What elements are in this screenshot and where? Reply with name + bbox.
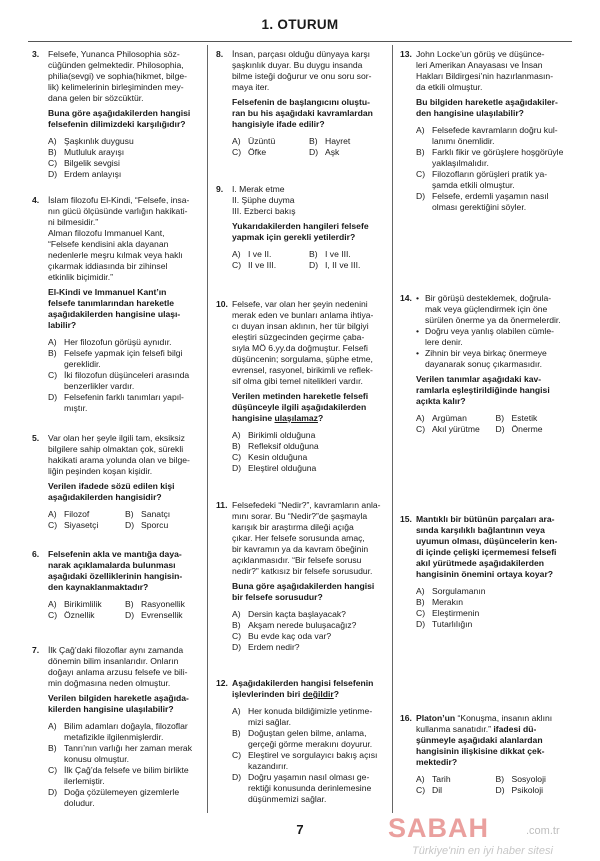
option-a[interactable] <box>416 774 496 785</box>
option-letter: C) <box>232 147 242 157</box>
option-letter: C) <box>416 608 426 618</box>
option-b[interactable] <box>496 774 576 785</box>
question-prompt: El-Kindi ve Immanuel Kant’ın felsefe tanımlarından hareketle aşağıdakilerden hangisine ulaşı- labilir? <box>48 287 181 330</box>
page-number: 7 <box>296 822 304 837</box>
option-a[interactable] <box>48 509 125 520</box>
option-b[interactable] <box>309 136 386 147</box>
option-text: Estetik <box>511 413 538 423</box>
question-stem: İslam filozofu El-Kindi, “Felsefe, insa- nın gücü ölçüsünde varlığın hakikati- ni bilmesidir.” Alman filozofu Immanuel Kant, “Felsefe kendisini akla dayanan nedenlerle meşru kılmak veya haklı çıkarmak iddiasında bir zihinsel etkinlik biçimidir.” <box>48 195 190 282</box>
prompt-text: Aşağıdakilerden hangisi felsefenin işlevlerinden biri <box>232 678 374 699</box>
option-letter: A) <box>416 774 425 784</box>
quote-text: “Konuşma, insanın aklını kullanma sanatıdır.” <box>416 713 553 734</box>
option-text: Her konuda bildiğimizle yetinme- mizi sağlar. <box>248 706 373 727</box>
option-letter: D) <box>232 772 242 782</box>
option-letter: C) <box>416 169 426 179</box>
option-a[interactable] <box>232 706 386 728</box>
option-d[interactable] <box>125 520 202 531</box>
question-7 <box>32 645 202 809</box>
option-text: Her filozofun görüşü aynıdır. <box>64 337 172 347</box>
question-stem: Felsefe, Yunanca Philosophia söz- cüğünden gelmektedir. Philosophia, philia(sevgi) ve sophia(hikmet, bilge- lik) kelimelerinin birleşiminden mey- dana gelen bir sözcüktür. <box>48 49 187 103</box>
question-prompt: Buna göre aşağıdakilerden hangisi bir felsefe sorusudur? <box>232 581 375 602</box>
option-letter: C) <box>416 424 426 434</box>
option-letter: A) <box>416 413 425 423</box>
option-a[interactable] <box>48 599 125 610</box>
option-text: İki filozofun düşünceleri arasında benzerlikler vardır. <box>64 370 190 391</box>
option-letter: D) <box>48 787 58 797</box>
option-letter: A) <box>48 599 57 609</box>
option-text: Erdem anlayışı <box>64 169 122 179</box>
option-b[interactable] <box>309 249 386 260</box>
option-d[interactable] <box>309 147 386 158</box>
option-text: Felsefede kavramların doğru kul- lanımı önemlidir. <box>432 125 558 146</box>
question-stem: Var olan her şeyle ilgili tam, eksiksiz bilgilere sahip olmaktan çok, sürekli hakikati arama yolunda olan ve bilge- liğin peşinden koşan kişidir. <box>48 433 190 476</box>
question-number: 14. <box>400 293 412 303</box>
option-d[interactable] <box>496 424 576 435</box>
option-text: Tanrı’nın varlığı her zaman merak konusu olmuştur. <box>64 743 193 764</box>
prompt-text: Verilen metinden hareketle felsefi düşünceyle ilgili aşağıdakilerden hangisine <box>232 391 369 423</box>
option-letter: B) <box>125 599 134 609</box>
option-text: Doğa çözülemeyen gizemlerle doludur. <box>64 787 180 808</box>
option-letter: B) <box>232 441 241 451</box>
option-c[interactable] <box>232 260 309 271</box>
option-letter: A) <box>232 706 241 716</box>
option-letter: A) <box>416 586 425 596</box>
question-number: 10. <box>216 299 228 309</box>
question-number: 7. <box>32 645 40 655</box>
option-c[interactable] <box>416 424 496 435</box>
option-letter: B) <box>309 136 318 146</box>
option-letter: B) <box>232 728 241 738</box>
option-list <box>416 125 575 213</box>
option-text: Sanatçı <box>141 509 171 519</box>
watermark-logo: SABAH <box>388 813 490 843</box>
question-prompt: Felsefenin akla ve mantığa daya- narak açıklamalarda bulunması aşağıdaki özelliklerinin hangisin- den kaynaklanmaktadır? <box>48 549 183 592</box>
option-c[interactable] <box>48 610 125 621</box>
option-list <box>232 249 386 271</box>
question-number: 6. <box>32 549 40 559</box>
question-15 <box>400 514 575 630</box>
option-a[interactable] <box>416 586 575 597</box>
option-letter: B) <box>48 147 57 157</box>
option-text: Psikoloji <box>511 785 544 795</box>
option-text: Filozofların görüşleri pratik ya- şamda etkili olmuştur. <box>432 169 548 190</box>
option-d[interactable] <box>416 619 575 630</box>
column-divider-2 <box>392 45 393 813</box>
option-text: I ve II. <box>248 249 272 259</box>
option-list <box>416 586 575 630</box>
option-text: Tarih <box>432 774 451 784</box>
question-prompt <box>232 391 386 424</box>
option-list <box>232 430 386 474</box>
question-prompt: Buna göre aşağıdakilerden hangisi felsefenin dilimizdeki karşılığıdır? <box>48 108 191 129</box>
option-b[interactable] <box>416 147 575 169</box>
option-letter: B) <box>495 413 505 423</box>
option-text: Eleştirel ve sorgulayıcı bakış açısı kazandırır. <box>248 750 378 771</box>
option-text: Mutluluk arayışı <box>64 147 125 157</box>
option-letter: B) <box>48 743 57 753</box>
option-text: Kesin olduğuna <box>248 452 308 462</box>
option-d[interactable] <box>496 785 576 796</box>
question-prompt: Mantıklı bir bütünün parçaları ara- sında karşılıklı bağlantının veya uyumun olması, düşüncelerin ken- di içinde çelişki içermemesi felsefi akıl yürütmede aşağıdakilerden hangisinin önemini ortaya koyar? <box>416 514 558 579</box>
option-text: Argüman <box>432 413 467 423</box>
definition-item <box>416 348 575 370</box>
option-letter: C) <box>48 765 58 775</box>
option-list <box>48 721 202 809</box>
question-prompt: Verilen tanımlar aşağıdaki kav- ramlarla eşleştirildiğinde hangisi açıkta kalır? <box>416 374 550 406</box>
option-a[interactable] <box>416 413 496 424</box>
page-title: 1. OTURUM <box>261 17 339 32</box>
option-letter: B) <box>416 147 425 157</box>
option-text: Bilim adamları doğayla, filozoflar metafizikle ilgilenmişlerdir. <box>64 721 188 742</box>
option-text: Hayret <box>325 136 351 146</box>
option-b[interactable] <box>48 743 202 765</box>
option-a[interactable] <box>48 337 202 348</box>
bullet-icon: • <box>416 293 420 303</box>
option-a[interactable] <box>48 721 202 743</box>
option-b[interactable] <box>125 509 202 520</box>
option-letter: D) <box>416 619 426 629</box>
question-number: 16. <box>400 713 412 723</box>
question-prompt: Yukarıdakilerden hangileri felsefe yapmak için gerekli yetilerdir? <box>232 221 369 242</box>
option-list <box>416 413 575 435</box>
question-6 <box>32 549 202 621</box>
option-text: Üzüntü <box>248 136 276 146</box>
question-number: 15. <box>400 514 412 524</box>
option-letter: C) <box>48 610 58 620</box>
option-letter: B) <box>125 509 134 519</box>
question-16 <box>400 713 575 796</box>
question-12 <box>216 678 386 805</box>
option-b[interactable] <box>416 597 575 608</box>
option-text: Sporcu <box>141 520 169 530</box>
definition-item <box>416 293 575 326</box>
question-13 <box>400 49 575 213</box>
option-b[interactable] <box>125 599 202 610</box>
option-d[interactable] <box>232 463 386 474</box>
option-d[interactable] <box>48 169 202 180</box>
option-c[interactable] <box>416 785 496 796</box>
option-text: Filozof <box>64 509 90 519</box>
option-text: Akıl yürütme <box>432 424 480 434</box>
question-11 <box>216 500 386 653</box>
option-text: Bu evde kaç oda var? <box>248 631 332 641</box>
option-b[interactable] <box>496 413 576 424</box>
option-letter: A) <box>48 136 57 146</box>
watermark-tagline: Türkiye'nin en iyi haber sitesi <box>412 845 553 857</box>
option-c[interactable] <box>232 147 309 158</box>
option-letter: B) <box>309 249 318 259</box>
definition-text: Bir görüşü desteklemek, doğrula- mak veya güçlendirmek için öne sürülen önerme ya da önermelerdir. <box>425 293 561 325</box>
option-c[interactable] <box>48 370 202 392</box>
option-letter: D) <box>48 169 58 179</box>
question-stem <box>416 713 575 768</box>
option-c[interactable] <box>232 750 386 772</box>
option-letter: D) <box>416 191 426 201</box>
option-a[interactable] <box>232 609 386 620</box>
option-letter: B) <box>495 774 505 784</box>
option-a[interactable] <box>48 136 202 147</box>
option-text: Birikimlilik <box>64 599 102 609</box>
option-letter: A) <box>232 249 241 259</box>
option-letter: B) <box>48 348 57 358</box>
option-letter: C) <box>416 785 426 795</box>
option-letter: D) <box>309 260 319 270</box>
question-prompt: Felsefenin de başlangıcını oluştu- ran bu his aşağıdaki kavramlardan hangisiyle ifade edilir? <box>232 97 373 129</box>
option-text: Öfke <box>248 147 267 157</box>
option-letter: A) <box>48 509 57 519</box>
option-d[interactable] <box>48 787 202 809</box>
option-text: Şaşkınlık duygusu <box>64 136 134 146</box>
option-c[interactable] <box>48 765 202 787</box>
option-list <box>48 337 202 414</box>
premise-list: I. Merak etme II. Şüphe duyma III. Ezberci bakış <box>232 184 296 216</box>
option-text: Tutarlılığın <box>432 619 473 629</box>
option-d[interactable] <box>309 260 386 271</box>
option-text: Eleştirmenin <box>432 608 480 618</box>
option-c[interactable] <box>48 158 202 169</box>
question-9 <box>216 184 386 271</box>
header-divider <box>28 41 572 42</box>
option-letter: D) <box>309 147 319 157</box>
option-letter: B) <box>232 620 241 630</box>
option-list <box>48 509 202 531</box>
option-text: Dersin kaçta başlayacak? <box>248 609 346 619</box>
option-text: Refleksif olduğuna <box>248 441 319 451</box>
question-4 <box>32 195 202 414</box>
option-letter: A) <box>232 136 241 146</box>
option-b[interactable] <box>48 147 202 158</box>
question-3 <box>32 49 202 180</box>
bullet-icon: • <box>416 348 420 358</box>
prompt-end: ? <box>333 689 339 699</box>
option-list <box>232 136 386 158</box>
question-number: 11. <box>216 500 228 510</box>
option-text: Eleştirel olduğuna <box>248 463 317 473</box>
option-b[interactable] <box>232 620 386 631</box>
question-prompt: Verilen bilgiden hareketle aşağıda- kilerden hangisine ulaşılabilir? <box>48 693 189 714</box>
question-prompt: ifadesi dü- şünmeyle aşağıdaki alanlardan hangisinin ilişkisine dikkat çek- mektedir? <box>416 724 545 767</box>
option-c[interactable] <box>232 631 386 642</box>
option-text: II ve III. <box>248 260 277 270</box>
question-stem: Felsefe, var olan her şeyin nedenini merak eden ve bunları anlama ihtiya- cı duyan insan aklının, her tür bilgiyi eleştiri süzgecinden geçirme çaba- sıyla MÖ 6.yy.da doğmuştur. Felsefi düşüncenin; sorgulama, şüphe etme, evrensel, rasyonel, birikimli ve reflek- sif olma gibi temel nitelikleri vardır. <box>232 299 374 386</box>
option-a[interactable] <box>232 136 309 147</box>
option-text: Sorgulamanın <box>432 586 486 596</box>
option-text: Bilgelik sevgisi <box>64 158 120 168</box>
question-14 <box>400 293 575 435</box>
definition-item <box>416 326 575 348</box>
option-text: Felsefe, erdemli yaşamın nasıl olması gerektiğini söyler. <box>432 191 549 212</box>
option-letter: C) <box>232 750 242 760</box>
option-letter: A) <box>416 125 425 135</box>
option-d[interactable] <box>125 610 202 621</box>
option-letter: C) <box>48 520 58 530</box>
option-a[interactable] <box>232 430 386 441</box>
question-number: 9. <box>216 184 224 194</box>
prompt-negation: ulaşılamaz <box>274 413 318 423</box>
option-letter: D) <box>232 463 242 473</box>
option-text: Öznellik <box>64 610 95 620</box>
option-letter: A) <box>232 609 241 619</box>
option-letter: C) <box>232 631 242 641</box>
option-text: Sosyoloji <box>511 774 546 784</box>
option-d[interactable] <box>232 772 386 805</box>
question-prompt <box>232 678 386 700</box>
option-d[interactable] <box>48 392 202 414</box>
option-list <box>48 599 202 621</box>
option-c[interactable] <box>416 169 575 191</box>
option-letter: D) <box>495 424 505 434</box>
column-divider-1 <box>207 45 208 813</box>
question-stem: John Locke’un görüş ve düşünce- leri Amerikan Anayasası ve İnsan Hakları Bildirgesi’nin hazırlanmasın- da etkili olmuştur. <box>416 49 554 92</box>
option-b[interactable] <box>232 441 386 452</box>
option-list <box>232 706 386 805</box>
option-text: I ve III. <box>325 249 351 259</box>
option-letter: D) <box>232 642 242 652</box>
option-letter: A) <box>48 337 57 347</box>
bullet-icon: • <box>416 326 420 336</box>
option-letter: D) <box>125 520 135 530</box>
option-letter: C) <box>232 260 242 270</box>
option-b[interactable] <box>48 348 202 370</box>
option-c[interactable] <box>48 520 125 531</box>
question-prompt: Bu bilgiden hareketle aşağıdakiler- den hangisine ulaşılabilir? <box>416 97 558 118</box>
option-text: Felsefe yapmak için felsefi bilgi gereklidir. <box>64 348 183 369</box>
option-text: Doğru yaşamın nasıl olması ge- rektiği konusunda derinlemesine düşünmemizi sağlar. <box>248 772 372 804</box>
question-number: 13. <box>400 49 412 59</box>
question-prompt: Verilen ifadede sözü edilen kişi aşağıdakilerden hangisidir? <box>48 481 175 502</box>
option-text: İlk Çağ’da felsefe ve bilim birlikte ilerlemiştir. <box>64 765 189 786</box>
option-letter: A) <box>48 721 57 731</box>
prompt-end: ? <box>317 413 324 423</box>
question-stem: Felsefedeki “Nedir?”, kavramların anla- mını sorar. Bu “Nedir?”de şaşmayla karışık bir araştırma dileği açığa çıkar. Her felsefe sorusunda amaç, bir kavramın ya da kavram öbeğinin açıklanmasıdır. “Bir felsefe sorusu nedir?” katkısız bir felsefe sorusudur. <box>232 500 381 576</box>
option-c[interactable] <box>232 452 386 463</box>
option-text: Doğuştan gelen bilme, anlama, gerçeği görme merakını doyurur. <box>248 728 373 749</box>
option-a[interactable] <box>232 249 309 260</box>
option-b[interactable] <box>232 728 386 750</box>
question-number: 5. <box>32 433 40 443</box>
option-text: Erdem nedir? <box>248 642 300 652</box>
option-list <box>48 136 202 180</box>
option-c[interactable] <box>416 608 575 619</box>
option-text: Farklı fikir ve görüşlere hoşgörüyle yaklaşılmalıdır. <box>432 147 564 168</box>
option-d[interactable] <box>232 642 386 653</box>
option-text: Merakın <box>432 597 464 607</box>
question-5 <box>32 433 202 531</box>
question-number: 3. <box>32 49 40 59</box>
option-letter: D) <box>495 785 505 795</box>
option-letter: B) <box>416 597 425 607</box>
option-letter: D) <box>48 392 58 402</box>
option-text: Dil <box>432 785 443 795</box>
option-list <box>416 774 575 796</box>
option-text: Rasyonellik <box>141 599 185 609</box>
question-10 <box>216 299 386 474</box>
definition-text: Doğru veya yanlış olabilen cümle- lere denir. <box>425 326 554 347</box>
question-8 <box>216 49 386 158</box>
option-letter: C) <box>48 158 58 168</box>
philosopher-name: Platon’un <box>416 713 456 723</box>
option-text: Siyasetçi <box>64 520 99 530</box>
option-text: Önerme <box>511 424 543 434</box>
option-letter: D) <box>125 610 135 620</box>
option-letter: A) <box>232 430 241 440</box>
option-text: Felsefenin farklı tanımları yapıl- mıştır. <box>64 392 184 413</box>
option-text: I, II ve III. <box>325 260 361 270</box>
question-number: 12. <box>216 678 228 688</box>
question-number: 4. <box>32 195 40 205</box>
option-letter: C) <box>48 370 58 380</box>
question-number: 8. <box>216 49 224 59</box>
option-list <box>232 609 386 653</box>
option-d[interactable] <box>416 191 575 213</box>
question-stem: İlk Çağ’daki filozoflar aynı zamanda dönemin bilim insanlarıdır. Onların doğayı anlama arzusu felsefe ve bili- min doğmasına neden olmuştur. <box>48 645 188 688</box>
option-text: Birikimli olduğuna <box>248 430 316 440</box>
question-stem: İnsan, parçası olduğu dünyaya karşı şaşkınlık duyar. Bu duygu insanda bilme isteği doğurur ve onu soru sor- maya iter. <box>232 49 372 92</box>
option-text: Akşam nerede buluşacağız? <box>248 620 357 630</box>
watermark-domain: .com.tr <box>526 825 560 837</box>
option-a[interactable] <box>416 125 575 147</box>
option-letter: C) <box>232 452 242 462</box>
option-text: Evrensellik <box>141 610 183 620</box>
sabah-watermark <box>388 813 598 859</box>
option-text: Aşk <box>325 147 340 157</box>
definition-text: Zihnin bir veya birkaç önermeye dayanarak sonuç çıkarmasıdır. <box>425 348 547 369</box>
prompt-negation: değildir <box>302 689 334 699</box>
